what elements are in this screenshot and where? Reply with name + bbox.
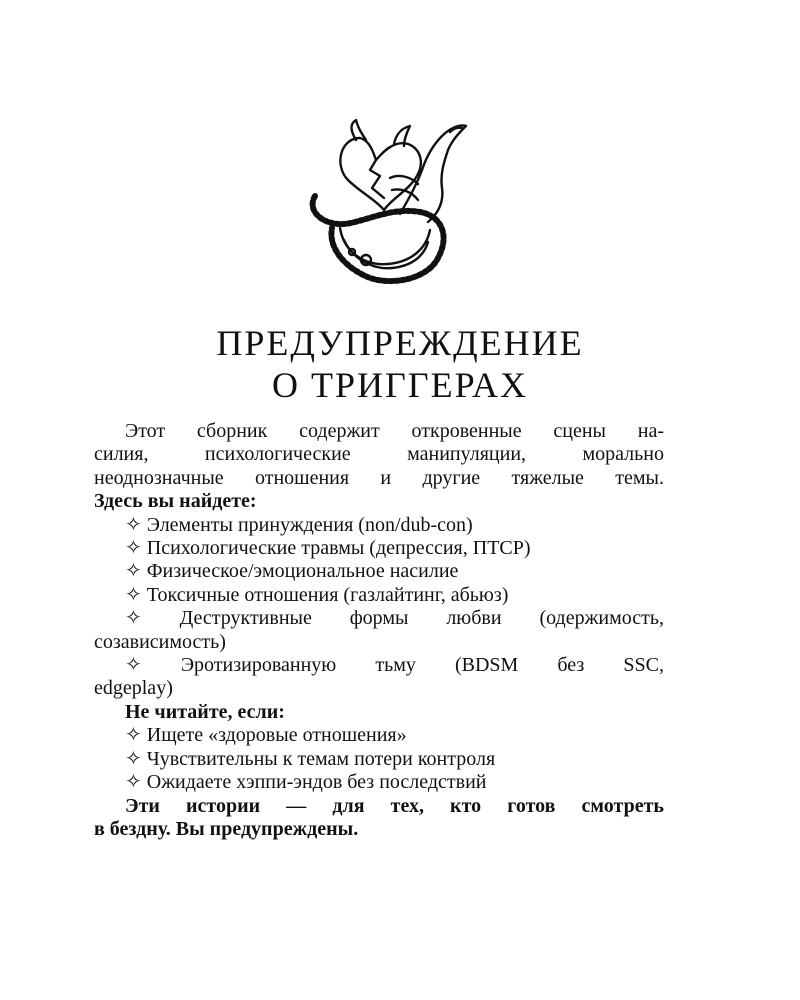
- list-item: ✧ Психологические травмы (депрессия, ПТСР): [125, 537, 531, 560]
- closing-line-1: Эти истории — для тех, кто готов смотреть: [125, 794, 664, 817]
- list-item: ✧ Ожидаете хэппи-эндов без последствий: [125, 771, 487, 794]
- list-item: ✧ Деструктивные формы любви (одержимость,: [125, 607, 664, 630]
- list-item-continuation: edgeplay): [94, 677, 173, 700]
- title-line-2: О ТРИГГЕРАХ: [271, 365, 529, 405]
- page-title: [0, 322, 800, 406]
- broken-heart-hand-chain-icon: [300, 118, 500, 290]
- warning-text: [94, 420, 664, 841]
- closing-line-2: в бездну. Вы предупреждены.: [94, 817, 359, 840]
- title-line-1: ПРЕДУПРЕЖДЕНИЕ: [216, 323, 584, 363]
- section-heading-dont-read: Не читайте, если:: [125, 700, 285, 723]
- intro-line-3: неоднозначные отношения и другие тяжелые темы.: [94, 466, 664, 489]
- intro-line-2: силия, психологические манипуляции, морально: [94, 443, 664, 466]
- list-item: ✧ Ищете «здоровые отношения»: [125, 724, 407, 747]
- list-item: ✧ Физическое/эмоциональное насилие: [125, 560, 459, 583]
- list-item: ✧ Чувствительны к темам потери контроля: [125, 747, 496, 770]
- list-item: ✧ Токсичные отношения (газлайтинг, абьюз): [125, 583, 509, 606]
- intro-line-1: Этот сборник содержит откровенные сцены на-: [125, 420, 664, 442]
- list-item-continuation: созависимость): [94, 630, 226, 653]
- section-heading-found: Здесь вы найдете:: [94, 490, 257, 513]
- list-item: ✧ Элементы принуждения (non/dub-con): [125, 513, 473, 536]
- list-item: ✧ Эротизированную тьму (BDSM без SSC,: [125, 654, 664, 677]
